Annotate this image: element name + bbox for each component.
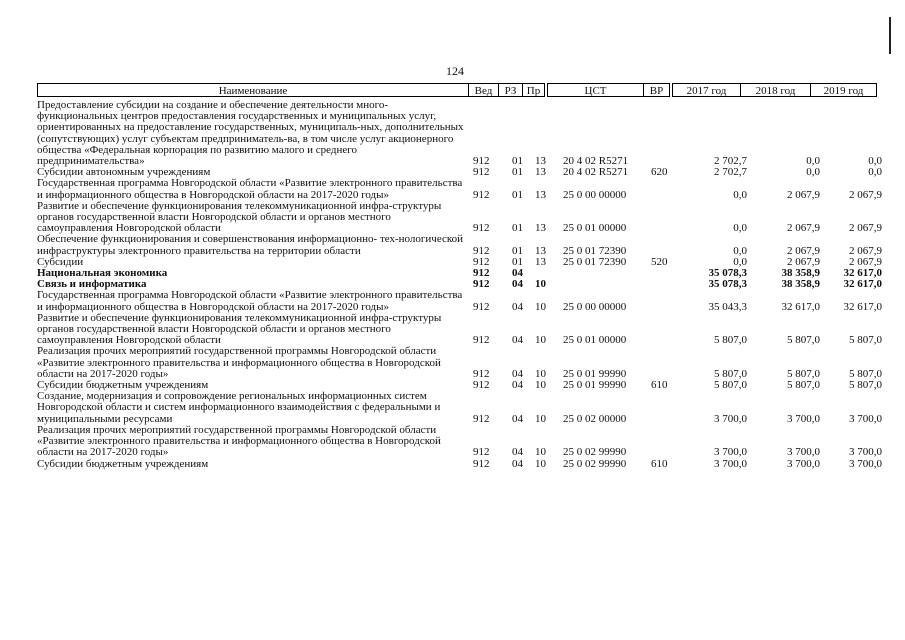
row-2018: 5 807,0: [787, 379, 820, 392]
header-name: Наименование: [37, 83, 469, 97]
row-2017: 3 700,0: [714, 457, 747, 470]
table-body: [37, 100, 882, 470]
row-2018: 0,0: [806, 166, 820, 179]
row-2019: 2 067,9: [849, 222, 882, 235]
row-cst: 25 0 00 00000: [563, 188, 627, 201]
row-vr: 610: [651, 379, 668, 392]
row-2019: 5 807,0: [849, 367, 882, 380]
row-ved: 912: [473, 188, 490, 201]
table-row: [37, 346, 882, 380]
row-2017: 0,0: [733, 222, 747, 235]
table-row: [37, 178, 882, 200]
row-rz: 04: [512, 267, 523, 280]
row-cst: 25 0 01 00000: [563, 222, 627, 235]
row-pr: 10: [535, 412, 546, 425]
row-2017: 5 807,0: [714, 379, 747, 392]
header-vr: ВР: [644, 83, 670, 97]
row-2019: 0,0: [868, 155, 882, 168]
header-2019: 2019 год: [811, 83, 877, 97]
row-2017: 0,0: [733, 244, 747, 257]
row-pr: 10: [535, 367, 546, 380]
row-name: Субсидии: [37, 255, 84, 268]
table-row: [37, 100, 882, 167]
row-rz: 04: [512, 278, 523, 291]
row-pr: 13: [535, 255, 546, 268]
row-pr: 13: [535, 188, 546, 201]
row-ved: 912: [473, 334, 490, 347]
row-2017: 0,0: [733, 255, 747, 268]
row-name: Государственная программа Новгородской области «Развитие электронного правительства и информационного общества в Новгородской области на 2017-2020 годы»: [37, 177, 463, 201]
row-rz: 04: [512, 367, 523, 380]
row-2018: 0,0: [806, 155, 820, 168]
row-2017: 35 078,3: [708, 278, 747, 291]
row-2018: 5 807,0: [787, 367, 820, 380]
row-cst: 25 0 00 00000: [563, 300, 627, 313]
row-2017: 35 043,3: [708, 300, 747, 313]
row-name: Государственная программа Новгородской области «Развитие электронного правительства и информационного общества в Новгородской области на 2017-2020 годы»: [37, 289, 463, 313]
row-2018: 32 617,0: [781, 300, 820, 313]
row-2018: 38 358,9: [781, 267, 820, 280]
header-2017: 2017 год: [672, 83, 741, 97]
row-2017: 2 702,7: [714, 155, 747, 168]
row-name: Создание, модернизация и сопровождение региональных информационных систем Новгородской области и систем информационного взаимодействия с федеральными и муниципальными ресурсами: [37, 390, 441, 425]
row-rz: 01: [512, 166, 523, 179]
row-name: Реализация прочих мероприятий государственной программы Новгородской области «Развитие электронного правительства и информационного общества в Новгородской области на 2017-2020 годы»: [37, 345, 441, 380]
page-number: 124: [446, 64, 464, 78]
row-rz: 04: [512, 446, 523, 459]
row-cst: 25 0 01 72390: [563, 255, 627, 268]
row-pr: 13: [535, 244, 546, 257]
row-2019: 0,0: [868, 166, 882, 179]
row-rz: 01: [512, 155, 523, 168]
row-ved: 912: [473, 244, 490, 257]
row-ved: 912: [473, 267, 490, 280]
row-cst: 20 4 02 R5271: [563, 166, 629, 179]
row-2019: 5 807,0: [849, 334, 882, 347]
row-vr: 610: [651, 457, 668, 470]
row-rz: 01: [512, 255, 523, 268]
row-2019: 3 700,0: [849, 446, 882, 459]
row-2019: 2 067,9: [849, 244, 882, 257]
row-name: Обеспечение функционирования и совершенствования информационно- тех-нологической инфраструктуры электронного правительства на территории области: [37, 233, 464, 257]
row-2018: 5 807,0: [787, 334, 820, 347]
row-rz: 04: [512, 379, 523, 392]
header-rz: РЗ: [499, 83, 523, 97]
row-vr: 620: [651, 166, 668, 179]
row-pr: 10: [535, 446, 546, 459]
row-ved: 912: [473, 255, 490, 268]
row-pr: 10: [535, 334, 546, 347]
row-2017: 3 700,0: [714, 412, 747, 425]
row-rz: 04: [512, 334, 523, 347]
row-ved: 912: [473, 446, 490, 459]
row-cst: 25 0 01 00000: [563, 334, 627, 347]
row-rz: 04: [512, 412, 523, 425]
row-name: Развитие и обеспечение функционирования телекоммуникационной инфра-структуры органов государственной власти Новгородской области и органов местного самоуправления Новгородской области: [37, 199, 442, 235]
row-ved: 912: [473, 457, 490, 470]
row-pr: 10: [535, 278, 546, 291]
row-ved: 912: [473, 166, 490, 179]
row-ved: 912: [473, 300, 490, 313]
row-name: Субсидии автономным учреждениям: [37, 166, 211, 179]
table-row: [37, 201, 882, 235]
row-pr: 13: [535, 166, 546, 179]
scan-edge-line: [889, 17, 891, 54]
table-row: [37, 459, 882, 470]
row-vr: 520: [651, 255, 668, 268]
table-row: [37, 425, 882, 459]
row-pr: 10: [535, 457, 546, 470]
row-rz: 01: [512, 244, 523, 257]
row-pr: 10: [535, 379, 546, 392]
row-2019: 5 807,0: [849, 379, 882, 392]
row-2018: 3 700,0: [787, 412, 820, 425]
row-2018: 2 067,9: [787, 222, 820, 235]
row-2019: 32 617,0: [843, 267, 882, 280]
header-ved: Вед: [469, 83, 499, 97]
row-name: Связь и информатика: [37, 278, 147, 291]
table-row: [37, 268, 882, 279]
header-pr: Пр: [523, 83, 545, 97]
row-2018: 2 067,9: [787, 255, 820, 268]
row-name: Субсидии бюджетным учреждениям: [37, 379, 209, 392]
row-cst: 25 0 01 99990: [563, 367, 627, 380]
table-row: [37, 234, 882, 256]
table-row: [37, 391, 882, 425]
row-2019: 3 700,0: [849, 457, 882, 470]
row-2017: 35 078,3: [708, 267, 747, 280]
row-2018: 3 700,0: [787, 457, 820, 470]
row-cst: 25 0 02 99990: [563, 446, 627, 459]
row-ved: 912: [473, 155, 490, 168]
row-name: Субсидии бюджетным учреждениям: [37, 457, 209, 470]
row-name: Развитие и обеспечение функционирования телекоммуникационной инфра-структуры органов государственной власти Новгородской области и органов местного самоуправления Новгородской области: [37, 311, 442, 347]
row-2017: 3 700,0: [714, 446, 747, 459]
row-2018: 3 700,0: [787, 446, 820, 459]
row-ved: 912: [473, 379, 490, 392]
header-2018: 2018 год: [741, 83, 811, 97]
row-rz: 04: [512, 457, 523, 470]
row-2019: 32 617,0: [843, 300, 882, 313]
row-ved: 912: [473, 412, 490, 425]
row-rz: 01: [512, 188, 523, 201]
row-2017: 5 807,0: [714, 367, 747, 380]
row-2017: 5 807,0: [714, 334, 747, 347]
row-2017: 0,0: [733, 188, 747, 201]
row-2019: 32 617,0: [843, 278, 882, 291]
row-name: Предоставление субсидии на создание и обеспечение деятельности много-функциональных центров предоставления государственных и муниципальных услуг, ориентированных на предоставление государственных, муниципаль-ных, дополнительных (сопутствующих) услуг субъектам предприниматель-ва, в том числе услуг акционерного общества «Федеральная корпорация по развитию малого и среднего предпринимательства»: [37, 99, 464, 168]
row-ved: 912: [473, 222, 490, 235]
row-2019: 2 067,9: [849, 188, 882, 201]
row-2017: 2 702,7: [714, 166, 747, 179]
row-2018: 38 358,9: [781, 278, 820, 291]
row-pr: 13: [535, 222, 546, 235]
row-cst: 25 0 02 00000: [563, 412, 627, 425]
table-row: [37, 313, 882, 347]
row-cst: 25 0 01 99990: [563, 379, 627, 392]
row-pr: 13: [535, 155, 546, 168]
row-2018: 2 067,9: [787, 188, 820, 201]
table-row: [37, 290, 882, 312]
row-2018: 2 067,9: [787, 244, 820, 257]
header-cst: ЦСТ: [547, 83, 644, 97]
row-rz: 04: [512, 300, 523, 313]
row-2019: 2 067,9: [849, 255, 882, 268]
row-cst: 25 0 02 99990: [563, 457, 627, 470]
row-pr: 10: [535, 300, 546, 313]
row-ved: 912: [473, 278, 490, 291]
row-cst: 25 0 01 72390: [563, 244, 627, 257]
row-name: Национальная экономика: [37, 267, 168, 280]
row-cst: 20 4 02 R5271: [563, 155, 629, 168]
row-rz: 01: [512, 222, 523, 235]
row-ved: 912: [473, 367, 490, 380]
table-header: [37, 83, 877, 97]
row-2019: 3 700,0: [849, 412, 882, 425]
row-name: Реализация прочих мероприятий государственной программы Новгородской области «Развитие электронного правительства и информационного общества в Новгородской области на 2017-2020 годы»: [37, 423, 441, 459]
